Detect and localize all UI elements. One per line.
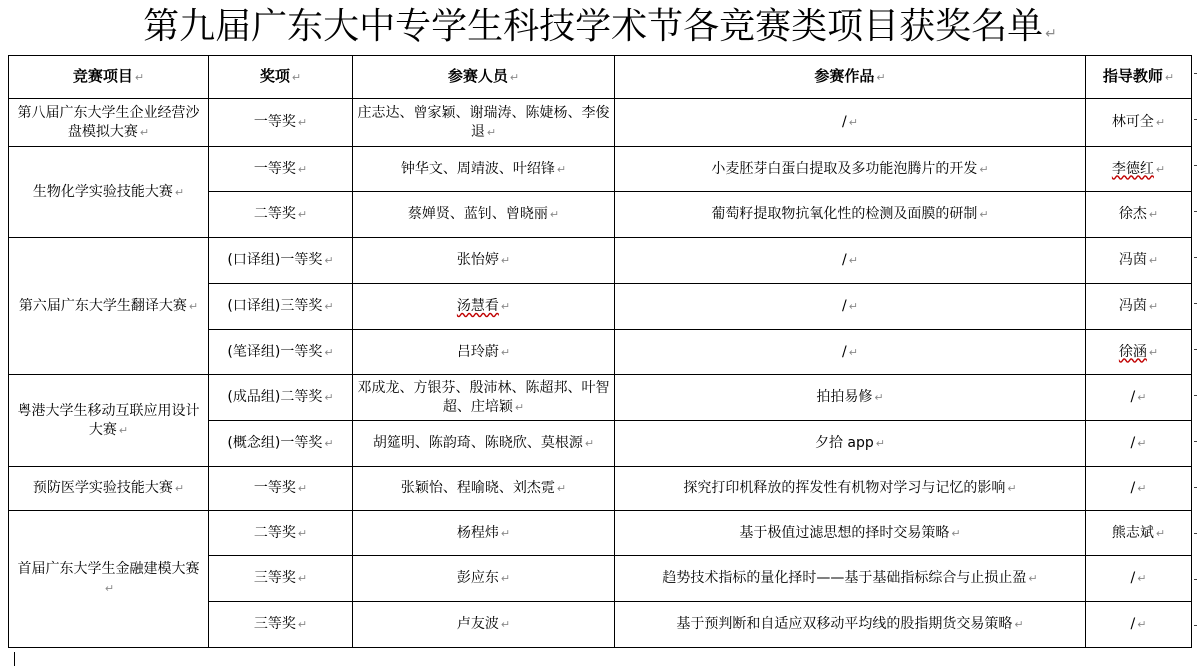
members-cell: 卢友波 ↵ — [353, 602, 615, 648]
row-end-mark — [1194, 349, 1197, 350]
members-cell: 庄志达、曾家颖、谢瑞涛、陈婕杨、李俊退 ↵ — [353, 99, 615, 147]
paragraph-mark-icon: ↵ — [324, 437, 334, 450]
row-end-mark — [1194, 257, 1197, 258]
work-cell: 拍拍易修 ↵ — [615, 375, 1086, 421]
paragraph-mark-icon: ↵ — [324, 345, 334, 359]
row-end-mark — [1194, 303, 1197, 304]
header-advisor: 指导教师 ↵ — [1086, 56, 1192, 99]
award-cell: 一等奖 ↵ — [209, 467, 353, 511]
header-row — [9, 56, 1192, 99]
row-end-mark — [1194, 533, 1197, 534]
paragraph-mark-icon: ↵ — [979, 162, 989, 176]
paragraph-mark-icon: ↵ — [556, 162, 567, 176]
header-award: 奖项 ↵ — [209, 56, 353, 99]
paragraph-mark-icon: ↵ — [1014, 618, 1024, 631]
advisor-cell: / ↵ — [1086, 602, 1192, 648]
table-row — [9, 511, 1192, 556]
paragraph-mark-icon: ↵ — [500, 572, 511, 585]
work-cell: 夕拾 app ↵ — [615, 421, 1086, 467]
advisor-cell: 熊志斌 ↵ — [1086, 511, 1192, 556]
paragraph-mark-icon: ↵ — [509, 71, 520, 84]
table-row — [9, 99, 1192, 147]
paragraph-mark-icon: ↵ — [1148, 254, 1159, 267]
row-end-mark — [1194, 165, 1197, 166]
paragraph-mark-icon: ↵ — [174, 185, 185, 199]
row-end-mark — [1194, 73, 1197, 74]
award-cell: 二等奖 ↵ — [209, 511, 353, 556]
row-end-mark — [1194, 579, 1197, 580]
header-competition: 竞赛项目 ↵ — [9, 56, 209, 99]
paragraph-mark-icon: ↵ — [500, 300, 511, 313]
header-members: 参赛人员 ↵ — [353, 56, 615, 99]
work-cell: / ↵ — [615, 284, 1086, 330]
paragraph-mark-icon: ↵ — [1028, 572, 1038, 585]
paragraph-mark-icon: ↵ — [139, 125, 150, 139]
work-cell: 探究打印机释放的挥发性有机物对学习与记忆的影响 ↵ — [615, 467, 1086, 511]
paragraph-mark-icon: ↵ — [1137, 572, 1147, 585]
paragraph-mark-icon: ↵ — [500, 345, 511, 359]
award-cell: 二等奖 ↵ — [209, 192, 353, 238]
title-text: 第九届广东大中专学生科技学术节各竞赛类项目获奖名单 — [143, 6, 1044, 47]
paragraph-mark-icon: ↵ — [291, 71, 302, 84]
paragraph-mark-icon: ↵ — [1137, 618, 1147, 631]
paragraph-mark-icon: ↵ — [324, 254, 334, 267]
members-cell: 彭应东 ↵ — [353, 556, 615, 602]
paragraph-mark-icon: ↵ — [1137, 482, 1147, 495]
work-cell: / ↵ — [615, 99, 1086, 147]
advisor-cell: 冯茵 ↵ — [1086, 238, 1192, 284]
members-cell: 蔡婵贤、蓝钊、曾晓丽 ↵ — [353, 192, 615, 238]
paragraph-mark-icon: ↵ — [134, 71, 145, 84]
work-cell: 基于预判断和自适应双移动平均线的股指期货交易策略 ↵ — [615, 602, 1086, 648]
document-title — [0, 2, 1200, 59]
paragraph-mark-icon: ↵ — [188, 299, 199, 313]
competition-cell: 第八届广东大学生企业经营沙盘模拟大赛 ↵ — [9, 99, 209, 147]
award-cell: (概念组)一等奖 ↵ — [209, 421, 353, 467]
table-row — [9, 147, 1192, 192]
award-cell: 三等奖 ↵ — [209, 556, 353, 602]
paragraph-mark-icon: ↵ — [848, 345, 858, 359]
advisor-cell: 李德红 ↵ — [1086, 147, 1192, 192]
members-cell: 汤慧看 ↵ — [353, 284, 615, 330]
advisor-cell: / ↵ — [1086, 421, 1192, 467]
row-end-mark — [1194, 441, 1197, 442]
paragraph-mark-icon: ↵ — [297, 208, 308, 221]
paragraph-mark-icon: ↵ — [979, 208, 989, 221]
advisor-cell: / ↵ — [1086, 556, 1192, 602]
paragraph-mark-icon: ↵ — [486, 125, 497, 139]
paragraph-mark-icon: ↵ — [1137, 391, 1147, 404]
paragraph-mark-icon: ↵ — [1155, 162, 1166, 176]
row-end-markers — [1194, 55, 1198, 655]
paragraph-mark-icon: ↵ — [297, 572, 308, 585]
competition-cell: 生物化学实验技能大赛 ↵ — [9, 147, 209, 238]
advisor-cell: / ↵ — [1086, 375, 1192, 421]
paragraph-mark-icon: ↵ — [118, 423, 129, 437]
paragraph-mark-icon: ↵ — [1155, 526, 1166, 540]
paragraph-mark-icon: ↵ — [875, 437, 886, 450]
work-cell: 小麦胚芽白蛋白提取及多功能泡腾片的开发 ↵ — [615, 147, 1086, 192]
paragraph-mark-icon: ↵ — [876, 71, 886, 84]
work-cell: 葡萄籽提取物抗氧化性的检测及面膜的研制 ↵ — [615, 192, 1086, 238]
award-cell: (笔译组)一等奖 ↵ — [209, 330, 353, 375]
paragraph-mark-icon: ↵ — [848, 116, 858, 129]
paragraph-mark-icon: ↵ — [1155, 116, 1166, 129]
paragraph-mark-icon: ↵ — [874, 391, 884, 404]
awards-table — [8, 55, 1192, 648]
paragraph-mark-icon: ↵ — [1045, 26, 1057, 42]
award-cell: 三等奖 ↵ — [209, 602, 353, 648]
paragraph-mark-icon: ↵ — [1137, 437, 1147, 450]
row-end-mark — [1194, 487, 1197, 488]
members-cell: 邓成龙、方银芬、殷沛林、陈超邦、叶智超、庄培颖 ↵ — [353, 375, 615, 421]
members-cell: 杨程炜 ↵ — [353, 511, 615, 556]
members-cell: 胡筵明、陈韵琦、陈晓欣、莫根源 ↵ — [353, 421, 615, 467]
row-end-mark — [1194, 119, 1197, 120]
paragraph-mark-icon: ↵ — [1148, 208, 1159, 221]
award-cell: (口译组)三等奖 ↵ — [209, 284, 353, 330]
paragraph-mark-icon: ↵ — [500, 618, 511, 631]
competition-cell: 首届广东大学生金融建模大赛↵ — [9, 511, 209, 648]
paragraph-mark-icon: ↵ — [324, 391, 334, 404]
members-cell: 吕玲蔚 ↵ — [353, 330, 615, 375]
members-cell: 张颖怡、程喻晓、刘杰霓 ↵ — [353, 467, 615, 511]
paragraph-mark-icon: ↵ — [500, 254, 511, 267]
paragraph-mark-icon: ↵ — [848, 300, 858, 313]
paragraph-mark-icon: ↵ — [514, 400, 525, 414]
row-end-mark — [1194, 395, 1197, 396]
paragraph-mark-icon: ↵ — [297, 116, 308, 129]
text-cursor[interactable] — [14, 652, 15, 666]
award-cell: (口译组)一等奖 ↵ — [209, 238, 353, 284]
competition-cell: 第六届广东大学生翻译大赛 ↵ — [9, 238, 209, 375]
members-cell: 张怡婷 ↵ — [353, 238, 615, 284]
award-cell: 一等奖 ↵ — [209, 99, 353, 147]
competition-cell: 预防医学实验技能大赛 ↵ — [9, 467, 209, 511]
paragraph-mark-icon: ↵ — [297, 162, 308, 176]
work-cell: / ↵ — [615, 330, 1086, 375]
paragraph-mark-icon: ↵ — [500, 526, 511, 540]
competition-cell: 粤港大学生移动互联应用设计大赛 ↵ — [9, 375, 209, 467]
paragraph-mark-icon: ↵ — [174, 482, 185, 495]
award-cell: 一等奖 ↵ — [209, 147, 353, 192]
paragraph-mark-icon: ↵ — [297, 526, 308, 540]
paragraph-mark-icon: ↵ — [1148, 300, 1159, 313]
paragraph-mark-icon: ↵ — [1148, 345, 1159, 359]
advisor-cell: 林可全 ↵ — [1086, 99, 1192, 147]
paragraph-mark-icon: ↵ — [848, 254, 858, 267]
paragraph-mark-icon: ↵ — [1007, 482, 1017, 495]
table-row — [9, 238, 1192, 284]
award-cell: (成品组)二等奖 ↵ — [209, 375, 353, 421]
paragraph-mark-icon: ↵ — [297, 618, 308, 631]
advisor-cell: 冯茵 ↵ — [1086, 284, 1192, 330]
work-cell: / ↵ — [615, 238, 1086, 284]
advisor-cell: / ↵ — [1086, 467, 1192, 511]
header-work: 参赛作品 ↵ — [615, 56, 1086, 99]
work-cell: 基于极值过滤思想的择时交易策略 ↵ — [615, 511, 1086, 556]
paragraph-mark-icon: ↵ — [549, 208, 560, 221]
advisor-cell: 徐杰 ↵ — [1086, 192, 1192, 238]
table-row — [9, 467, 1192, 511]
paragraph-mark-icon: ↵ — [584, 437, 595, 450]
paragraph-mark-icon: ↵ — [556, 482, 567, 495]
advisor-cell: 徐涵 ↵ — [1086, 330, 1192, 375]
paragraph-mark-icon: ↵ — [324, 300, 334, 313]
paragraph-mark-icon: ↵ — [297, 482, 308, 495]
table-row — [9, 375, 1192, 421]
paragraph-mark-icon: ↵ — [104, 582, 115, 595]
row-end-mark — [1194, 211, 1197, 212]
work-cell: 趋势技术指标的量化择时——基于基础指标综合与止损止盈 ↵ — [615, 556, 1086, 602]
paragraph-mark-icon: ↵ — [1164, 71, 1175, 84]
paragraph-mark-icon: ↵ — [951, 526, 961, 540]
members-cell: 钟华文、周靖波、叶绍锋 ↵ — [353, 147, 615, 192]
row-end-mark — [1194, 625, 1197, 626]
